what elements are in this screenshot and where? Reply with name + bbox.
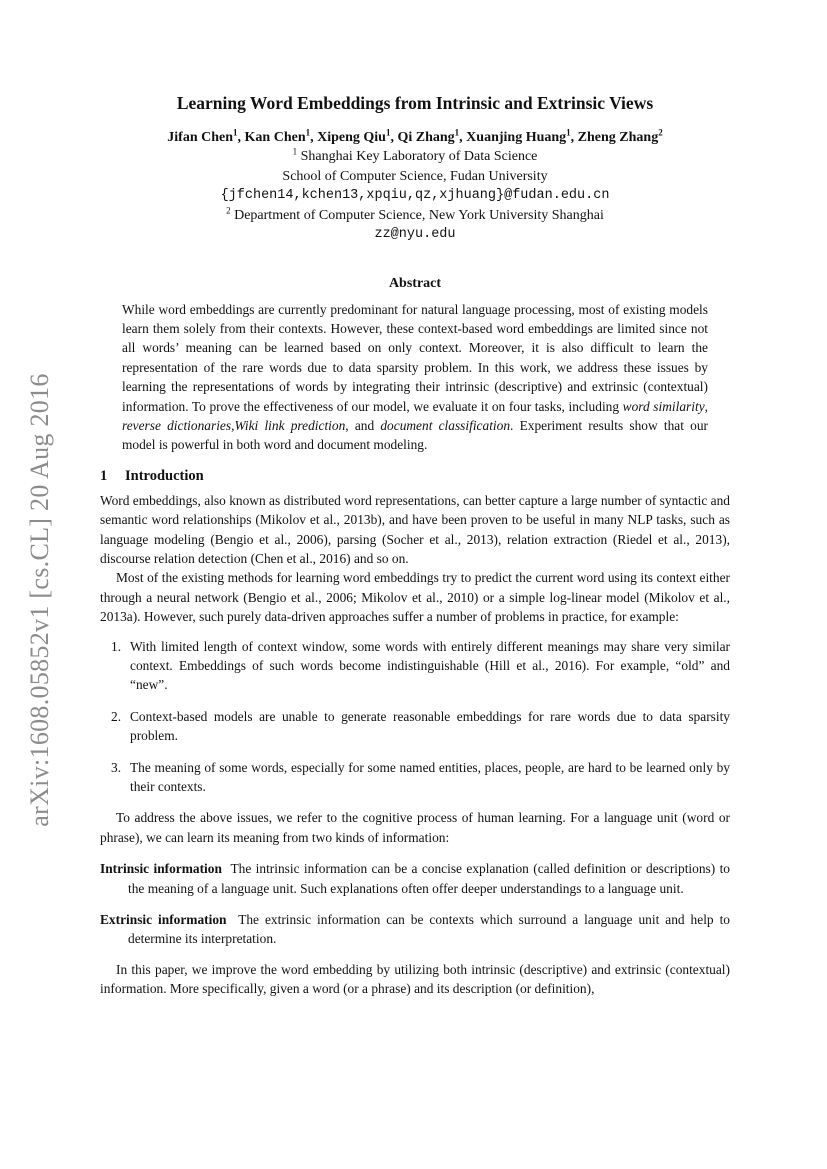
intro-paragraph-3: To address the above issues, we refer to the cognitive process of human learning. For a language unit (word or phrase), we can learn its meaning from two kinds of information: bbox=[100, 810, 730, 845]
abstract-heading: Abstract bbox=[388, 275, 442, 291]
affiliation-2-email[interactable]: zz@nyu.edu bbox=[374, 227, 456, 242]
intro-paragraph-1: Word embeddings, also known as distributed word representations, can better capture a large number of syntactic and semantic word relationships (Mikolov et al., 2013b), and have been proven to be useful in many NLP tasks, such as language modeling (Bengio et al., 2006), parsing (Socher et al., 2013), relation extraction (Riedel et al., 2013), discourse relation detection (Chen et al., 2016) and so on. bbox=[100, 492, 730, 566]
list-item-text: Context-based models are unable to generate reasonable embeddings for rare words due to data sparsity problem. bbox=[130, 708, 730, 744]
paper-page bbox=[100, 93, 730, 999]
author-affil-mark: 1 bbox=[305, 127, 311, 138]
list-marker: 1. bbox=[111, 638, 122, 654]
definition-term: Extrinsic information bbox=[100, 912, 227, 928]
task-document-classification: document classification bbox=[380, 417, 511, 433]
task-reverse-dictionaries: reverse dictionaries bbox=[122, 417, 232, 433]
author-affil-mark: 1 bbox=[454, 127, 460, 138]
affiliation-lab: Shanghai Key Laboratory of Data Science bbox=[300, 149, 538, 164]
affiliation-mark: 1 bbox=[292, 146, 298, 157]
author-affil-mark: 1 bbox=[566, 127, 571, 138]
list-marker: 3. bbox=[111, 759, 122, 775]
abstract-text-end: . Experiment results show that our model is powerful in both word and document modeling. bbox=[122, 417, 708, 453]
section-title: Introduction bbox=[125, 467, 204, 484]
extrinsic-definition bbox=[100, 910, 730, 949]
affiliation-1 bbox=[100, 147, 730, 167]
affiliation-mark: 2 bbox=[226, 204, 231, 215]
abstract-body bbox=[122, 300, 708, 455]
list-item bbox=[100, 758, 730, 797]
affiliation-2 bbox=[100, 206, 730, 226]
problems-list bbox=[100, 637, 730, 797]
intro-paragraph-2: Most of the existing methods for learning word embeddings try to predict the current word using its context either through a neural network (Bengio et al., 2006; Mikolov et al., 2010) or a simple log-linear model (Mikolov et al., 2013a). However, such purely data-driven approaches suffer a number of problems in practice, for example: bbox=[100, 570, 730, 625]
list-item-text: The meaning of some words, especially for some named entities, places, people, are hard to be learned only by their contexts. bbox=[130, 759, 730, 795]
affiliation-1-email[interactable]: {jfchen14,kchen13,xpqiu,qz,xjhuang}@fudan.edu.cn bbox=[220, 188, 610, 203]
abstract-separator: , bbox=[704, 398, 709, 414]
author-name: Xuanjing Huang bbox=[466, 130, 567, 145]
author-name: Kan Chen bbox=[244, 130, 306, 145]
paper-title: Learning Word Embeddings from Intrinsic and Extrinsic Views bbox=[176, 93, 654, 113]
list-item bbox=[100, 707, 730, 746]
author-affil-mark: 1 bbox=[233, 127, 238, 138]
task-word-similarity: word similarity bbox=[622, 398, 705, 414]
intro-paragraph-4: In this paper, we improve the word embedding by utilizing both intrinsic (descriptive) and extrinsic (contextual) information. More specifically, given a word (or a phrase) and its description (or definition), bbox=[100, 961, 730, 997]
definition-term: Intrinsic information bbox=[100, 861, 222, 877]
section-number: 1 bbox=[100, 467, 108, 484]
abstract-separator: , bbox=[231, 417, 235, 433]
list-marker: 2. bbox=[111, 708, 122, 724]
definition-text: The intrinsic information can be a concise explanation (called definition or descriptions) to the meaning of a language unit. Such explanations often offer deeper understandings to a language unit. bbox=[128, 861, 730, 896]
author-name: Zheng Zhang bbox=[577, 130, 659, 145]
author-name: Qi Zhang bbox=[397, 130, 455, 145]
affiliation-school: School of Computer Science, Fudan University bbox=[282, 168, 548, 184]
list-item-text: With limited length of context window, some words with entirely different meanings may share very similar context. Embeddings of such words become indistinguishable (Hill et al., 2016). For example, “old” and “new”. bbox=[130, 638, 730, 693]
author-affil-mark: 1 bbox=[385, 127, 391, 138]
task-wiki-link-prediction: Wiki link prediction bbox=[234, 417, 346, 433]
definition-text: The extrinsic information can be contexts which surround a language unit and help to determine its interpretation. bbox=[128, 912, 730, 947]
author-affil-mark: 2 bbox=[658, 127, 663, 138]
affiliation-nyu: Department of Computer Science, New York University Shanghai bbox=[234, 207, 604, 223]
section-heading-introduction bbox=[100, 468, 730, 485]
intrinsic-definition bbox=[100, 859, 730, 898]
arxiv-identifier-stamp: arXiv:1608.05852v1 [cs.CL] 20 Aug 2016 bbox=[25, 373, 54, 827]
list-item bbox=[100, 637, 730, 695]
author-name: Xipeng Qiu bbox=[317, 130, 386, 145]
abstract-separator: , and bbox=[345, 417, 381, 433]
author-name: Jifan Chen bbox=[167, 130, 234, 145]
author-list: Jifan Chen$^1$, Kan Chen$^1$, Xipeng Qiu$^1$, Qi Zhang$^1$, Xuanjing Huang$^1$, Zheng Zhang$^2$ bbox=[167, 127, 663, 145]
abstract-text: While word embeddings are currently predominant for natural language processing, most of existing models learn them solely from their contexts. However, these context-based word embeddings are limited since not all words’ meaning can be learned based on only context. Moreover, it is also difficult to learn the representation of the rare words due to data sparsity problem. In this work, we address these issues by learning the representations of words by integrating their intrinsic (descriptive) and extrinsic (contextual) information. To prove the effectiveness of our model, we evaluate it on four tasks, including bbox=[122, 301, 708, 414]
